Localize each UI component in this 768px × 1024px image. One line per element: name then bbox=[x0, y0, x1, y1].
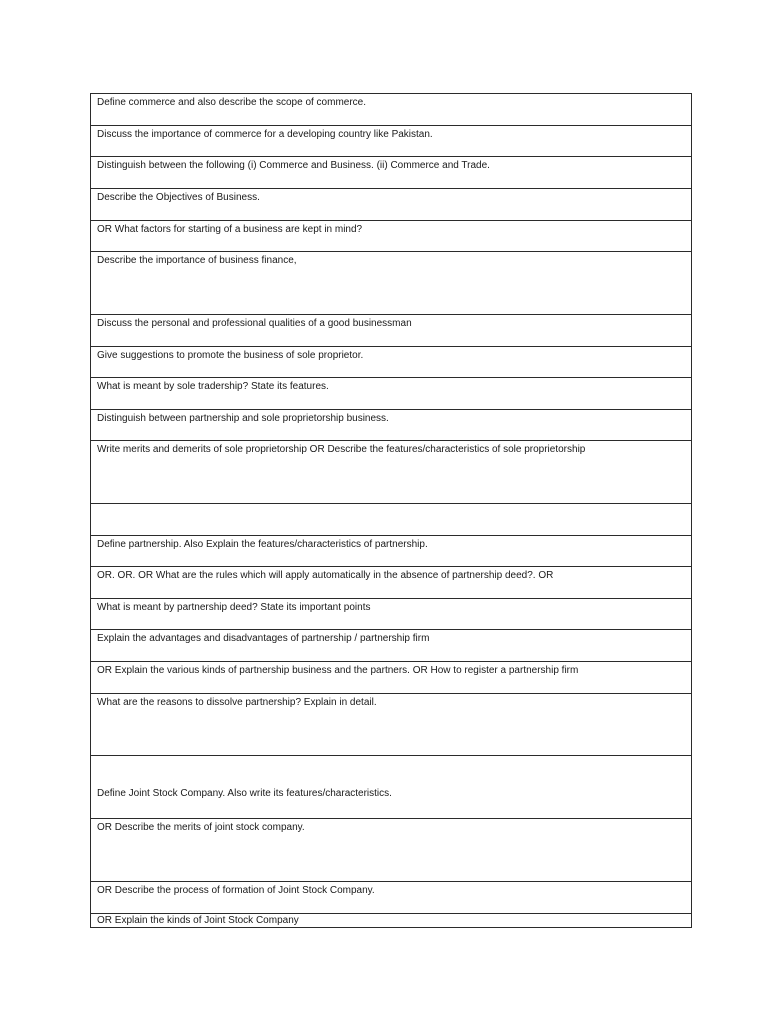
question-text: Explain the advantages and disadvantages of partnership / partnership firm bbox=[97, 633, 430, 644]
table-row bbox=[91, 599, 691, 630]
table-row bbox=[91, 441, 691, 504]
question-text: OR What factors for starting of a business are kept in mind? bbox=[97, 224, 363, 235]
table-row bbox=[91, 536, 691, 567]
question-text bbox=[91, 504, 691, 506]
table-row bbox=[91, 126, 691, 157]
question-text: OR Explain the various kinds of partnership business and the partners. OR How to register a partnership firm bbox=[97, 665, 579, 676]
table-row bbox=[91, 756, 691, 819]
table-row bbox=[91, 819, 691, 882]
table-row bbox=[91, 662, 691, 694]
question-text: Define partnership. Also Explain the features/characteristics of partnership. bbox=[97, 539, 428, 550]
table-row bbox=[91, 221, 691, 252]
table-row bbox=[91, 315, 691, 347]
table-row bbox=[91, 882, 691, 914]
question-table bbox=[90, 93, 692, 928]
question-text: Discuss the personal and professional qualities of a good businessman bbox=[97, 318, 412, 329]
table-row bbox=[91, 410, 691, 441]
table-row bbox=[91, 567, 691, 599]
table-row bbox=[91, 347, 691, 378]
table-row bbox=[91, 694, 691, 756]
table-row bbox=[91, 378, 691, 410]
question-text: Write merits and demerits of sole proprietorship OR Describe the features/characteristics of sole proprietorship bbox=[97, 444, 586, 455]
question-text: OR Explain the kinds of Joint Stock Company bbox=[97, 915, 299, 926]
question-text: Discuss the importance of commerce for a developing country like Pakistan. bbox=[97, 129, 433, 140]
question-text: Distinguish between the following (i) Commerce and Business. (ii) Commerce and Trade. bbox=[97, 160, 490, 171]
table-row bbox=[91, 914, 691, 928]
table-row bbox=[91, 189, 691, 221]
question-text: What is meant by sole tradership? State its features. bbox=[97, 381, 329, 392]
question-text: Define commerce and also describe the scope of commerce. bbox=[97, 97, 367, 108]
question-text: OR Describe the merits of joint stock company. bbox=[97, 822, 305, 833]
table-row bbox=[91, 630, 691, 662]
question-text: Define Joint Stock Company. Also write its features/characteristics. bbox=[97, 788, 392, 799]
question-text: Distinguish between partnership and sole proprietorship business. bbox=[97, 413, 389, 424]
question-text: What is meant by partnership deed? State its important points bbox=[97, 602, 371, 613]
question-text: What are the reasons to dissolve partnership? Explain in detail. bbox=[97, 697, 377, 708]
question-text: OR. OR. OR What are the rules which will apply automatically in the absence of partnership deed?. OR bbox=[97, 570, 554, 581]
table-row bbox=[91, 157, 691, 189]
table-row bbox=[91, 252, 691, 315]
table-row bbox=[91, 94, 691, 126]
question-text: Give suggestions to promote the business of sole proprietor. bbox=[97, 350, 364, 361]
question-text: Describe the Objectives of Business. bbox=[97, 192, 260, 203]
question-text: OR Describe the process of formation of Joint Stock Company. bbox=[97, 885, 375, 896]
question-text: Describe the importance of business finance, bbox=[97, 255, 297, 266]
table-row bbox=[91, 504, 691, 536]
